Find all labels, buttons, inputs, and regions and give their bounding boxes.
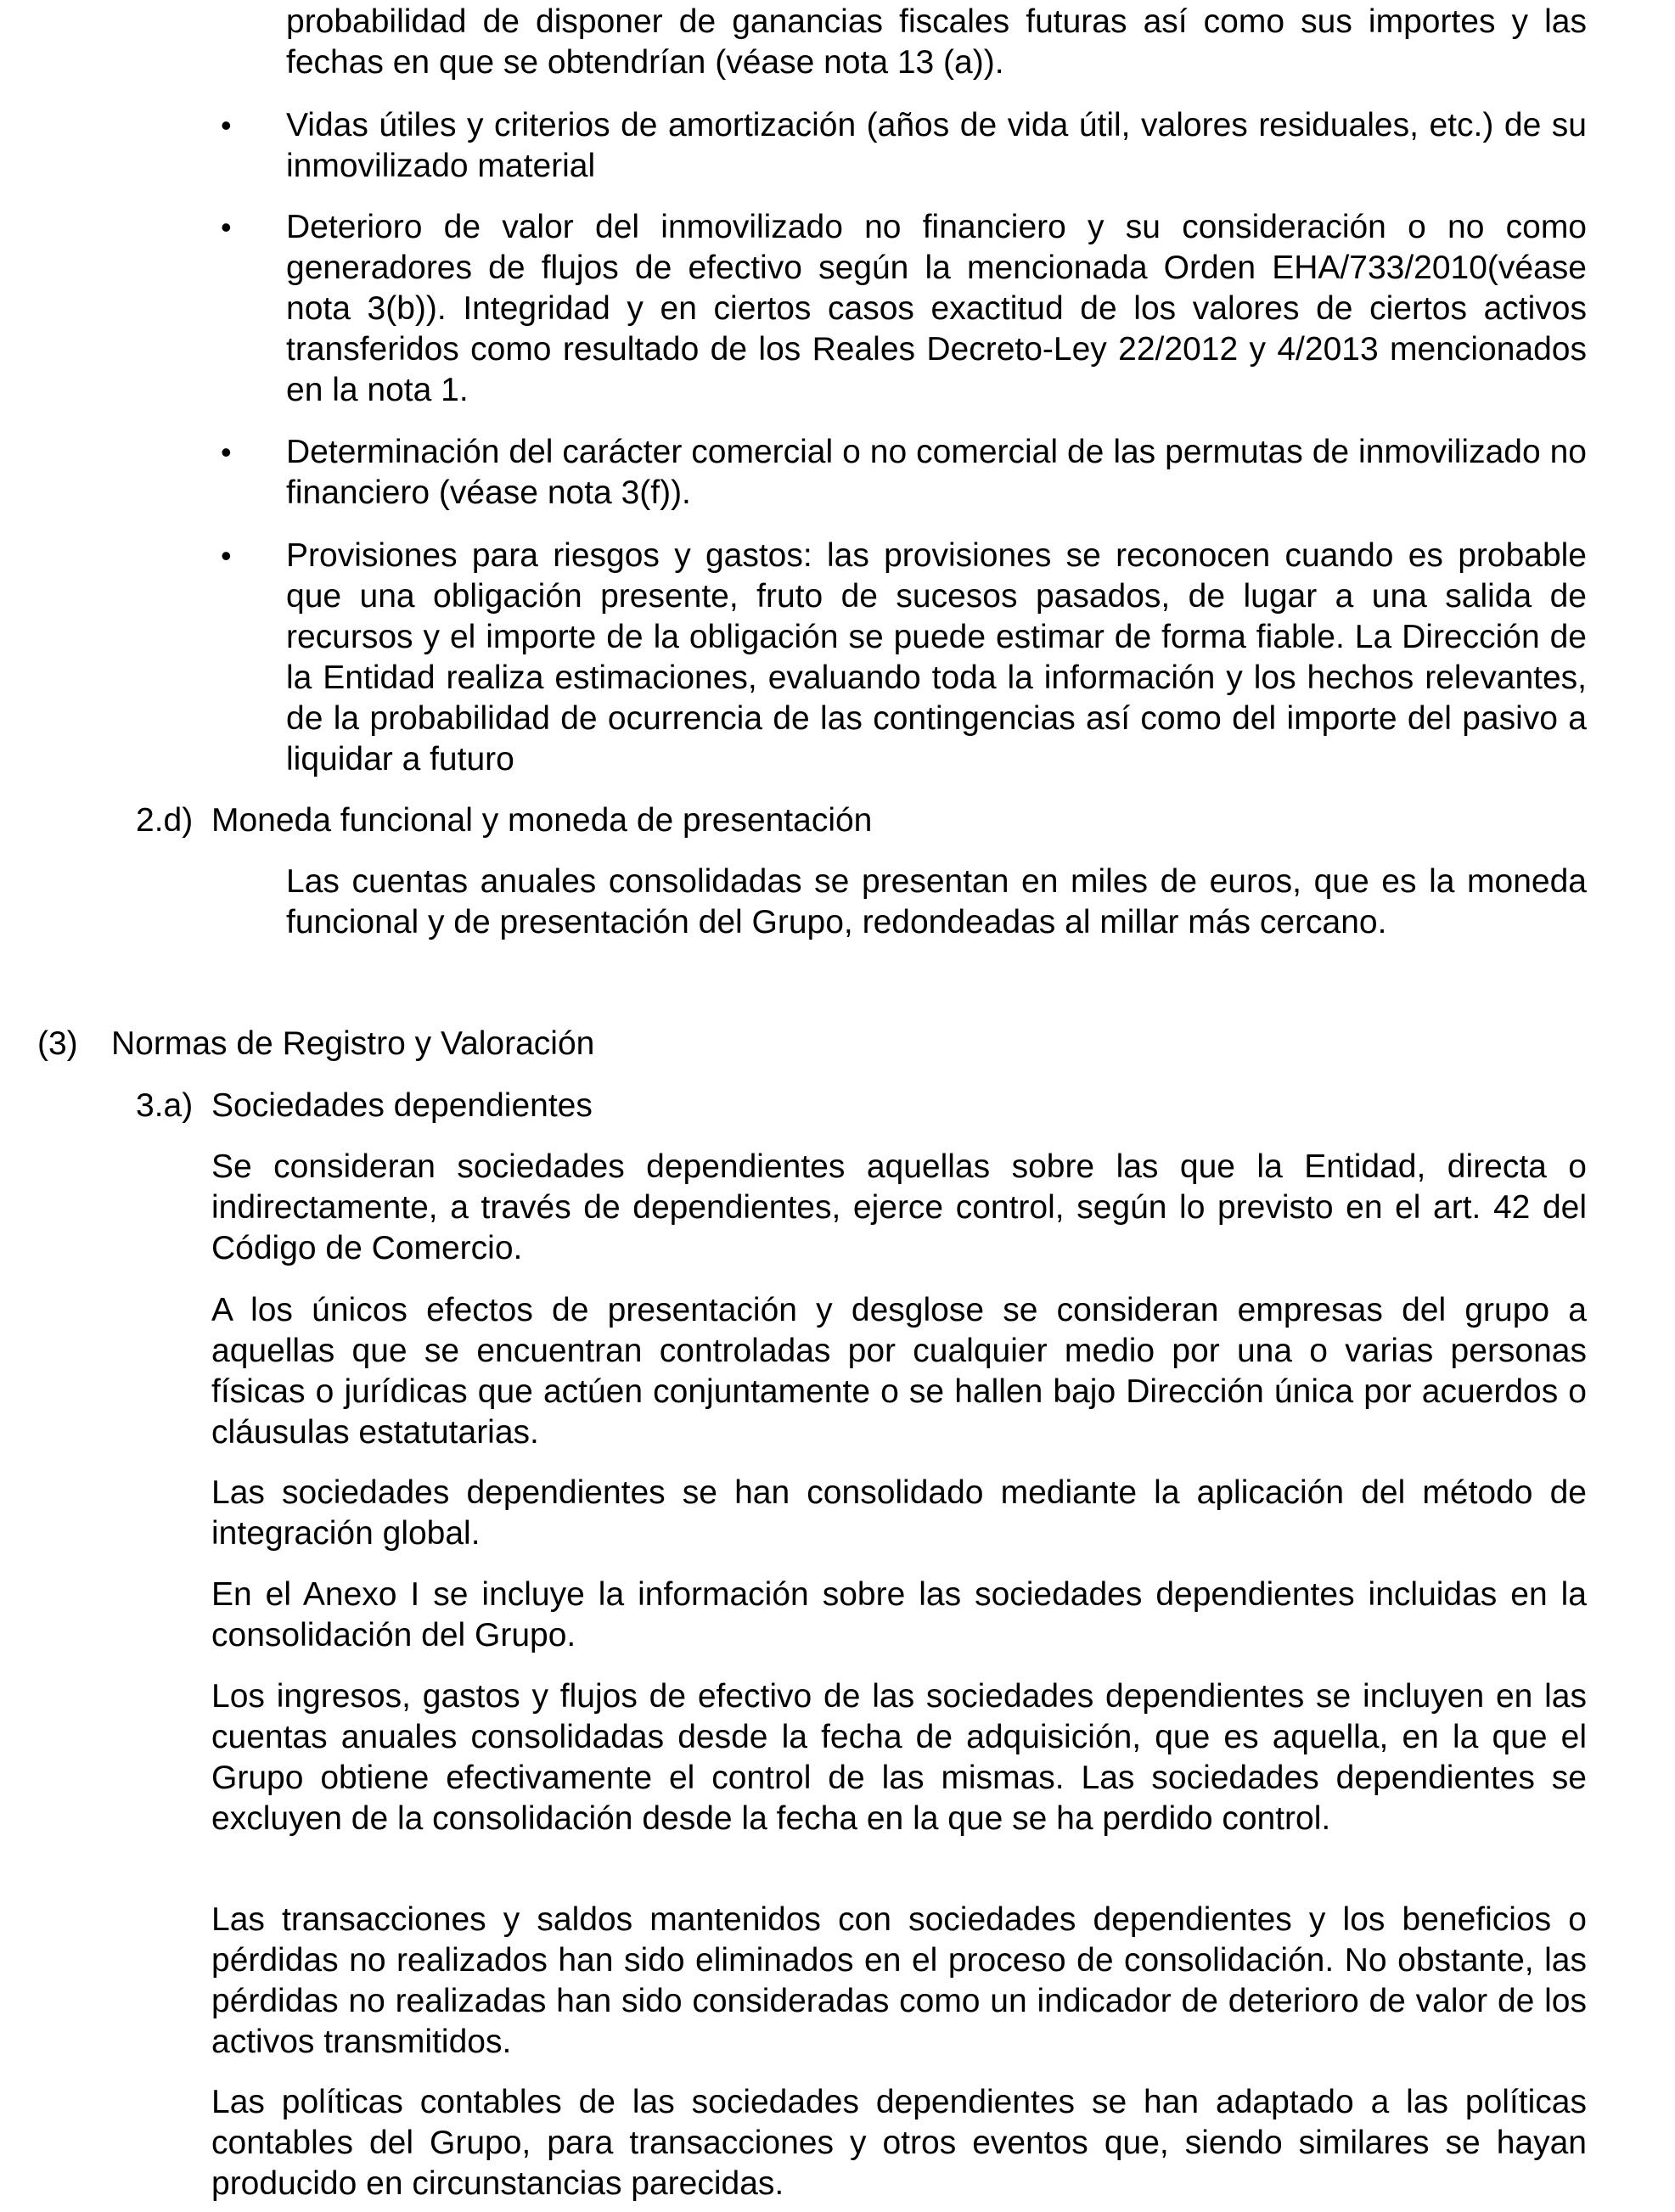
bullet-symbol: • (221, 108, 232, 143)
body-paragraph: Las sociedades dependientes se han consolidado mediante la aplicación del método de integración global. (211, 1474, 1587, 1552)
body-paragraph: A los únicos efectos de presentación y desglose se consideran empresas del grupo a aquellas que se encuentran controladas por cualquier medio por una o varias personas físicas o jurídicas que actúen conjuntamente o se hallen bajo Dirección única por acuerdos o cláusulas estatutarias. (211, 1292, 1587, 1451)
intro-continuation: probabilidad de disponer de ganancias fiscales futuras así como sus importes y las fechas en que se obtendrían (véase nota 13 (a)). (286, 3, 1587, 81)
bullet-text: Deterioro de valor del inmovilizado no financiero y su consideración o no como generadores de flujos de efectivo según la mencionada Orden EHA/733/2010(véase nota 3(b)). Integridad y en ciertos casos exactitud de los valores de ciertos activos transferidos como resultado de los Reales Decreto-Ley 22/2012 y 4/2013 mencionados en la nota 1. (286, 209, 1587, 408)
bullet-text: Vidas útiles y criterios de amortización (años de vida útil, valores residuales, etc.) de su inmovilizado material (286, 107, 1587, 184)
bullet-text: Provisiones para riesgos y gastos: las provisiones se reconocen cuando es probable que una obligación presente, fruto de sucesos pasados, de lugar a una salida de recursos y el importe de la obligación se puede estimar de forma fiable. La Dirección de la Entidad realiza estimaciones, evaluando toda la información y los hechos relevantes, de la probabilidad de ocurrencia de las contingencias así como del importe del pasivo a liquidar a futuro (286, 537, 1587, 778)
bullet-symbol: • (221, 435, 232, 469)
section-title: Moneda funcional y moneda de presentación (211, 802, 873, 839)
section-number: 3.a) (136, 1087, 194, 1124)
chapter-title: Normas de Registro y Valoración (111, 1025, 595, 1062)
section-body: Las cuentas anuales consolidadas se presentan en miles de euros, que es la moneda funcional y de presentación del Grupo, redondeadas al millar más cercano. (286, 863, 1587, 940)
bullet-symbol: • (221, 538, 232, 573)
chapter-number: (3) (37, 1025, 78, 1062)
bullet-text: Determinación del carácter comercial o no comercial de las permutas de inmovilizado no financiero (véase nota 3(f)). (286, 434, 1587, 511)
body-paragraph: En el Anexo I se incluye la información sobre las sociedades dependientes incluidas en la consolidación del Grupo. (211, 1576, 1587, 1653)
body-paragraph: Las políticas contables de las sociedades dependientes se han adaptado a las políticas contables del Grupo, para transacciones y otros eventos que, siendo similares se hayan producido en circunstancias parecidas. (211, 2084, 1587, 2202)
body-paragraph: Se consideran sociedades dependientes aquellas sobre las que la Entidad, directa o indirectamente, a través de dependientes, ejerce control, según lo previsto en el art. 42 del Código de Comercio. (211, 1148, 1587, 1266)
section-title: Sociedades dependientes (211, 1087, 593, 1124)
body-paragraph: Los ingresos, gastos y flujos de efectivo de las sociedades dependientes se incluyen en las cuentas anuales consolidadas desde la fecha de adquisición, que es aquella, en la que el Grupo obtiene efectivamente el control de las mismas. Las sociedades dependientes se excluyen de la consolidación desde la fecha en la que se ha perdido control. (211, 1678, 1587, 1837)
section-number: 2.d) (136, 802, 194, 839)
bullet-symbol: • (221, 210, 232, 244)
body-paragraph: Las transacciones y saldos mantenidos con sociedades dependientes y los beneficios o pérdidas no realizados han sido eliminados en el proceso de consolidación. No obstante, las pérdidas no realizadas han sido consideradas como un indicador de deterioro de valor de los activos transmitidos. (211, 1901, 1587, 2060)
